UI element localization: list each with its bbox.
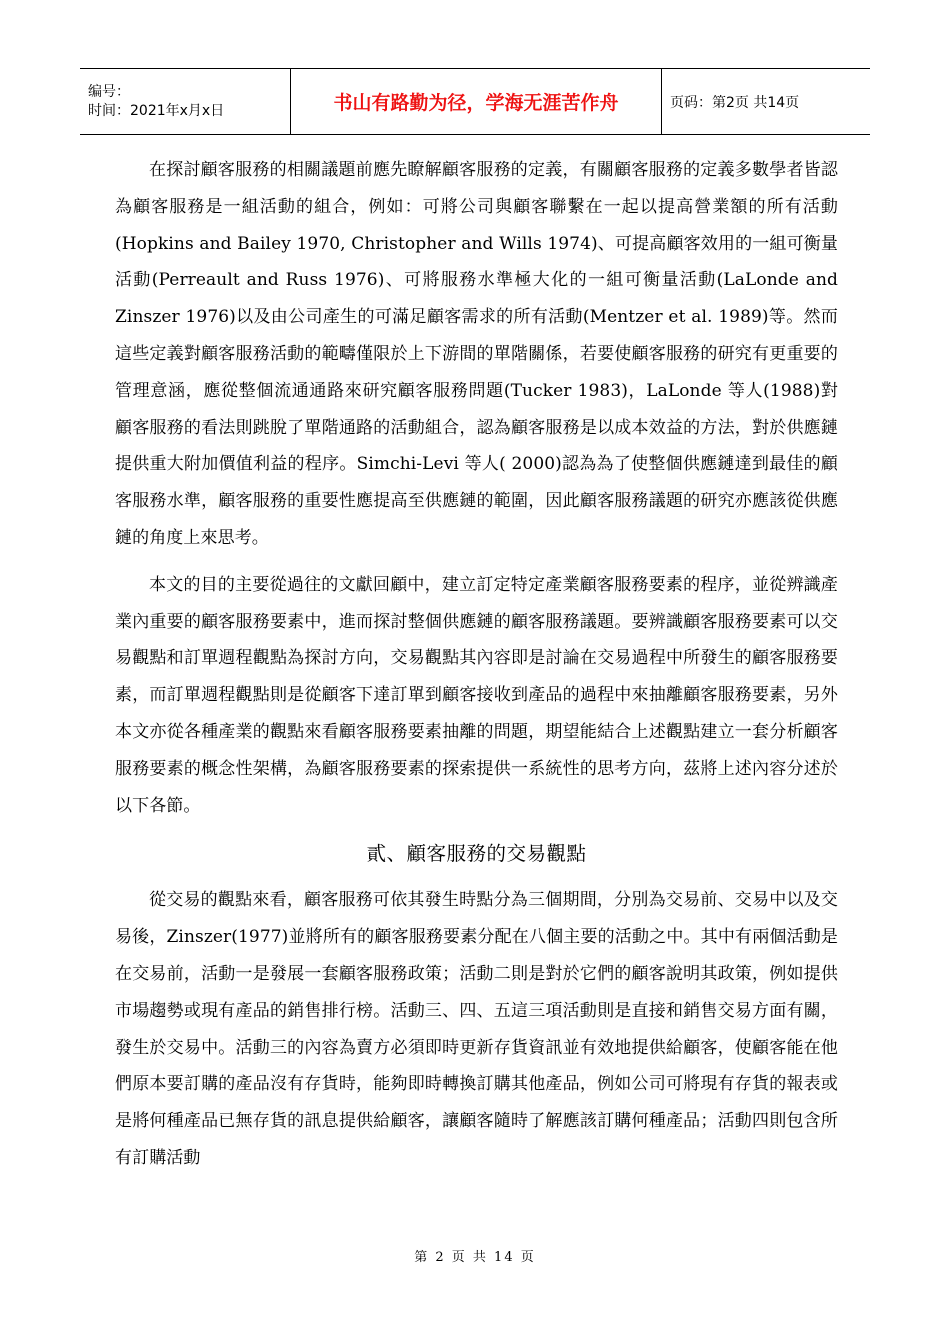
- header-page-info: 页码：第2页 共14页: [662, 69, 871, 135]
- document-date: 时间：2021年x月x日: [88, 102, 225, 119]
- header-meta: [80, 69, 291, 135]
- section-heading: 貳、顧客服務的交易觀點: [366, 842, 587, 866]
- paragraph-customer-service-definition: 在探討顧客服務的相關議題前應先瞭解顧客服務的定義，有關顧客服務的定義多數學者皆認為顧客服務是一組活動的組合，例如：可將公司與顧客聯繫在一起以提高營業額的所有活動(Hopkins and Bailey 1970, Christopher and Wills 1974)、可提高顧客效用的一組可衡量活動(Perreault and Russ 1976)、可將服務水準極大化的一組可衡量活動(LaLonde and Zinszer 1976)以及由公司產生的可滿足顧客需求的所有活動(Mentzer et al. 1989)等。然而這些定義對顧客服務活動的範疇僅限於上下游間的單階關係，若要使顧客服務的研究有更重要的管理意涵，應從整個流通通路來研究顧客服務問題(Tucker 1983)，LaLonde 等人(1988)對顧客服務的看法則跳脫了單階通路的活動組合，認為顧客服務是以成本效益的方法，對於供應鏈提供重大附加價值利益的程序。Simchi-Levi 等人( 2000)認為為了使整個供應鏈達到最佳的顧客服務水準，顧客服務的重要性應提高至供應鏈的範圍，因此顧客服務議題的研究亦應該從供應鏈的角度上來思考。: [115, 160, 838, 548]
- document-number-label: 编号：: [88, 83, 130, 100]
- page-header: [80, 68, 870, 135]
- paragraph-research-purpose: 本文的目的主要從過往的文獻回顧中，建立訂定特定產業顧客服務要素的程序，並從辨識產業內重要的顧客服務要素中，進而探討整個供應鏈的顧客服務議題。要辨識顧客服務要素可以交易觀點和訂單週程觀點為探討方向，交易觀點其內容即是討論在交易過程中所發生的顧客服務要素，而訂單週程觀點則是從顧客下達訂單到顧客接收到產品的過程中來抽離顧客服務要素，另外本文亦從各種產業的觀點來看顧客服務要素抽離的問題，期望能結合上述觀點建立一套分析顧客服務要素的概念性架構，為顧客服務要素的探索提供一系統性的思考方向，茲將上述內容分述於以下各節。: [115, 574, 838, 816]
- header-motto: 书山有路勤为径，学海无涯苦作舟: [291, 69, 662, 135]
- paragraph-transaction-view: 從交易的觀點來看，顧客服務可依其發生時點分為三個期間，分別為交易前、交易中以及交易後，Zinszer(1977)並將所有的顧客服務要素分配在八個主要的活動之中。其中有兩個活動是在交易前，活動一是發展一套顧客服務政策；活動二則是對於它們的顧客說明其政策，例如提供市場趨勢或現有產品的銷售排行榜。活動三、四、五這三項活動則是直接和銷售交易方面有關，發生於交易中。活動三的內容為賣方必須即時更新存貨資訊並有效地提供給顧客，使顧客能在他們原本要訂購的產品沒有存貨時，能夠即時轉換訂購其他產品，例如公司可將現有存貨的報表或是將何種產品已無存貨的訊息提供給顧客，讓顧客隨時了解應該訂購何種產品；活動四則包含所有訂購活動: [115, 890, 838, 1168]
- page-footer: 第 2 页 共 14 页: [414, 1250, 536, 1265]
- document-body: [115, 152, 838, 1177]
